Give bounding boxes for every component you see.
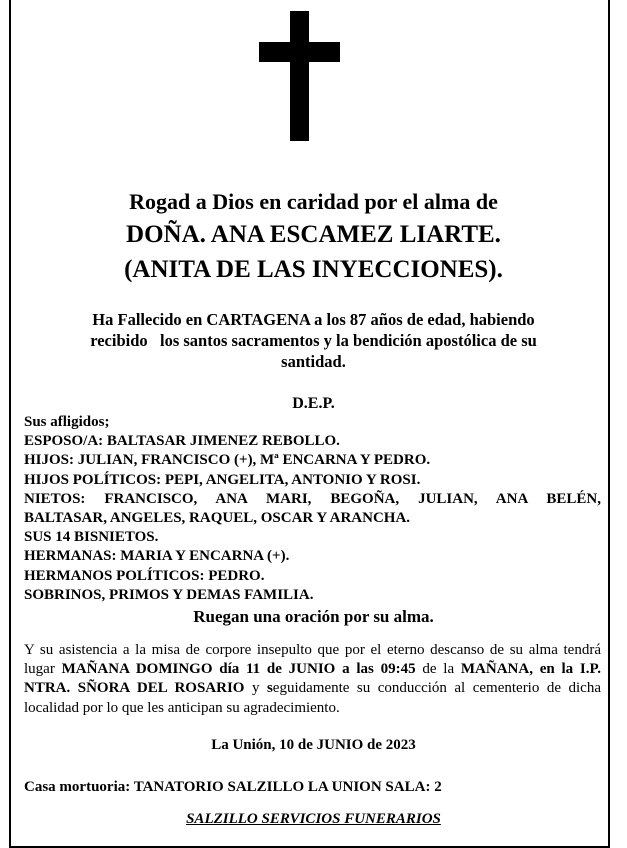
mourner-line: ESPOSO/A: BALTASAR JIMENEZ REBOLLO. <box>24 433 340 450</box>
attend-location: MAÑANA, en la I.P. NTRA. SÑORA DEL ROSARIO <box>24 661 601 697</box>
deceased-nickname: (ANITA DE LAS INYECCIONES). <box>124 256 503 283</box>
mourner-line: BALTASAR, ANGELES, RAQUEL, OSCAR Y ARANCHA. <box>24 510 411 527</box>
mourners-intro: Sus afligidos; <box>24 414 110 430</box>
death-announcement <box>40 309 587 372</box>
funeral-home: Casa mortuoria: TANATORIO SALZILLO LA UNION SALA: 2 <box>24 779 442 795</box>
attend-text-2: de la <box>415 661 461 678</box>
heading-line-1: Rogad a Dios en caridad por el alma de <box>129 189 498 214</box>
funeral-mass-details <box>24 641 601 718</box>
mourners-list <box>24 413 601 605</box>
dep-label: D.E.P. <box>292 395 335 412</box>
intro-line-2: recibido los santos sacramentos y la bendición apostólica de su <box>90 331 537 350</box>
attend-text-4: eguidamente su conducción al cementerio de dicha localidad por lo que les anticipan su agradecimiento. <box>24 680 601 716</box>
mourner-line: HIJOS: JULIAN, FRANCISCO (+), Mª ENCARNA Y PEDRO. <box>24 452 431 469</box>
attend-text-3: y <box>244 680 267 697</box>
deceased-name: DOÑA. ANA ESCAMEZ LIARTE. <box>126 221 501 248</box>
mourner-line: NIETOS: FRANCISCO, ANA MARI, BEGOÑA, JULIAN, ANA BELÉN, <box>24 490 601 507</box>
intro-line-1: Ha Fallecido en CARTAGENA a los 87 años de edad, habiendo <box>92 310 535 329</box>
mourner-line: SUS 14 BISNIETOS. <box>24 529 159 546</box>
attend-bold-letter: s <box>266 680 273 697</box>
attend-text-1: Y su asistencia a la misa de corpore insepulto que por el eterno descanso de su alma tendrá lugar <box>24 642 601 678</box>
funeral-company: SALZILLO SERVICIOS FUNERARIOS <box>186 811 441 827</box>
prayer-request: Ruegan una oración por su alma. <box>193 607 434 626</box>
notice-date: La Unión, 10 de JUNIO de 2023 <box>211 737 416 753</box>
mourner-line: HIJOS POLÍTICOS: PEPI, ANGELITA, ANTONIO Y ROSI. <box>24 471 421 488</box>
attend-date-time: MAÑANA DOMINGO día 11 de JUNIO a las 09:45 <box>61 661 416 678</box>
intro-line-3: santidad. <box>281 352 346 371</box>
mourner-line: HERMANOS POLÍTICOS: PEDRO. <box>24 567 265 584</box>
mourner-line: HERMANAS: MARIA Y ENCARNA (+). <box>24 548 290 565</box>
mourner-line: SOBRINOS, PRIMOS Y DEMAS FAMILIA. <box>24 586 314 603</box>
